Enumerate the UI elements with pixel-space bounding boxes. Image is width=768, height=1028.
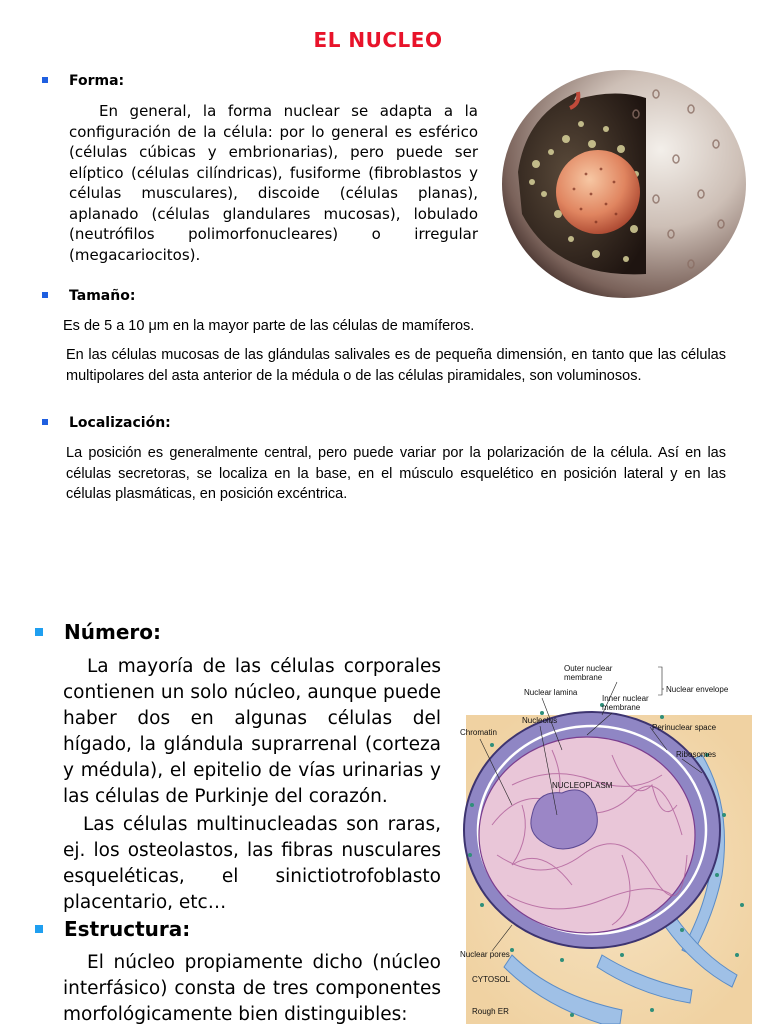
label-cytosol: CYTOSOL <box>472 975 511 984</box>
localizacion-text: La posición es generalmente central, pero puede variar por la polarización de la célula. Así en las células secretoras, se localiza en la base, en el músculo esquelético en posición lateral y en las células plasmáticas, en posición excéntrica. <box>66 445 726 502</box>
bullet-icon <box>42 77 48 83</box>
estructura-heading: Estructura: <box>64 917 191 941</box>
localizacion-heading: Localización: <box>69 415 171 431</box>
bullet-icon <box>35 628 43 636</box>
label-rough-er: Rough ER <box>472 1007 509 1016</box>
page-title: EL NUCLEO <box>313 28 443 52</box>
label-ribosomes: Ribosomes <box>676 750 717 759</box>
label-nucleoplasm: NUCLEOPLASM <box>552 781 613 790</box>
nucleus-diagram <box>452 655 752 1024</box>
forma-heading: Forma: <box>69 73 125 89</box>
estructura-text: El núcleo propiamente dicho (núcleo interfásico) consta de tres componentes morfológicamente bien distinguibles: <box>63 952 441 1025</box>
label-outer-membrane: Outer nuclear <box>564 664 613 673</box>
tamano-text-1: Es de 5 a 10 μm en la mayor parte de las células de mamíferos. <box>63 318 475 334</box>
tamano-text-2: En las células mucosas de las glándulas salivales es de pequeña dimensión, en tanto que las células multipolares del asta anterior de la médula o de las células piramidales, son voluminosos. <box>66 347 726 384</box>
label-chromatin: Chromatin <box>460 728 497 737</box>
numero-heading: Número: <box>64 620 161 644</box>
label-nuclear-pores: Nuclear pores <box>460 950 510 959</box>
bullet-icon <box>42 419 48 425</box>
bullet-icon <box>35 925 43 933</box>
label-nuclear-lamina: Nuclear lamina <box>524 688 578 697</box>
label-nucleolus: Nucleolus <box>522 716 558 725</box>
label-perinuclear: Perinuclear space <box>652 723 717 732</box>
tamano-heading: Tamaño: <box>69 288 136 304</box>
nucleus-illustration <box>496 64 750 302</box>
bullet-icon <box>42 292 48 298</box>
numero-text-2: Las células multinucleadas son raras, ej. los osteolastos, las fibras nusculares esqueléticas, el sinictiotrofoblasto placentario, etc… <box>63 814 441 913</box>
numero-text-1: La mayoría de las células corporales contienen un solo núcleo, aunque puede haber dos en algunas células del hígado, la glándula suprarrenal (corteza y médula), el epitelio de vías urinarias y las células de Purkinje del corazón. <box>63 656 441 807</box>
label-inner-membrane: Inner nuclear <box>602 694 649 703</box>
label-outer-membrane-2: membrane <box>564 673 603 682</box>
label-inner-membrane-2: membrane <box>602 703 641 712</box>
label-nuclear-envelope: Nuclear envelope <box>666 685 729 694</box>
forma-text: En general, la forma nuclear se adapta a la configuración de la célula: por lo general es esférico (células cúbicas y embrionarias), pero puede ser elíptico (células cilíndricas), fusiforme (fibroblastos y células musculares), discoide (células planas), aplanado (células glandulares mucosas), lobulado (neutrófilos polimorfonucleares) o irregular (megacariocitos). <box>69 102 478 264</box>
nucleolus <box>531 790 597 849</box>
